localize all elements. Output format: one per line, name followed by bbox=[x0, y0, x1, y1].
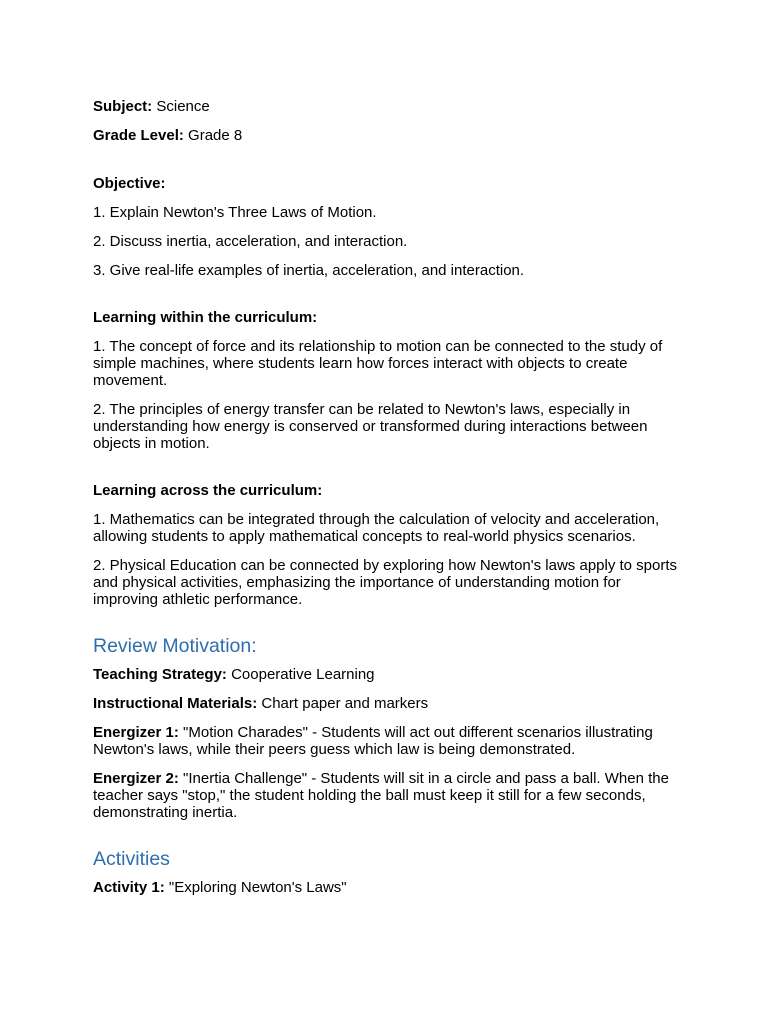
within-curriculum-item: 2. The principles of energy transfer can be related to Newton's laws, especially in understanding how energy is conserved or transformed during interactions between objects in motion. bbox=[93, 401, 648, 452]
grade-level-line bbox=[93, 127, 683, 144]
within-curriculum-title: Learning within the curriculum: bbox=[93, 309, 318, 326]
energizer-1-text: "Motion Charades" - Students will act out different scenarios illustrating Newton's laws, while their peers guess which law is being demonstrated. bbox=[93, 724, 653, 758]
teaching-strategy-value: Cooperative Learning bbox=[231, 666, 375, 683]
objective-item: 3. Give real-life examples of inertia, acceleration, and interaction. bbox=[93, 262, 525, 279]
instructional-materials-value: Chart paper and markers bbox=[261, 695, 429, 712]
activity-1-line bbox=[93, 879, 683, 896]
within-curriculum-item: 1. The concept of force and its relationship to motion can be connected to the study of simple machines, where students learn how forces interact with objects to create movement. bbox=[93, 338, 663, 389]
objective-item: 2. Discuss inertia, acceleration, and interaction. bbox=[93, 233, 408, 250]
activity-1-label: Activity 1: bbox=[93, 879, 165, 896]
objective-item: 1. Explain Newton's Three Laws of Motion. bbox=[93, 204, 377, 221]
teaching-strategy-label: Teaching Strategy: bbox=[93, 666, 227, 683]
objective-title: Objective: bbox=[93, 175, 166, 192]
energizer-2-text: "Inertia Challenge" - Students will sit in a circle and pass a ball. When the teacher says "stop," the student holding the ball must keep it still for a few seconds, demonstrating inertia. bbox=[93, 770, 669, 821]
across-curriculum-item: 2. Physical Education can be connected by exploring how Newton's laws apply to sports and physical activities, emphasizing the importance of understanding motion for improving athletic performance. bbox=[93, 557, 678, 608]
grade-level-value: Grade 8 bbox=[188, 127, 243, 144]
review-motivation-heading: Review Motivation: bbox=[93, 635, 257, 657]
energizer-2-label: Energizer 2: bbox=[93, 770, 179, 787]
subject-label: Subject: bbox=[93, 98, 153, 115]
lesson-plan-page bbox=[93, 98, 683, 896]
energizer-1-label: Energizer 1: bbox=[93, 724, 179, 741]
subject-value: Science bbox=[156, 98, 210, 115]
energizer-2 bbox=[93, 770, 683, 821]
instructional-materials-label: Instructional Materials: bbox=[93, 695, 258, 712]
teaching-strategy-line bbox=[93, 666, 683, 683]
grade-level-label: Grade Level: bbox=[93, 127, 184, 144]
subject-line bbox=[93, 98, 683, 115]
across-curriculum-item: 1. Mathematics can be integrated through the calculation of velocity and acceleration, allowing students to apply mathematical concepts to real-world physics scenarios. bbox=[93, 511, 660, 545]
energizer-1 bbox=[93, 724, 683, 758]
activity-1-value: "Exploring Newton's Laws" bbox=[168, 879, 347, 896]
instructional-materials-line bbox=[93, 695, 683, 712]
activities-heading: Activities bbox=[93, 848, 170, 870]
across-curriculum-title: Learning across the curriculum: bbox=[93, 482, 323, 499]
